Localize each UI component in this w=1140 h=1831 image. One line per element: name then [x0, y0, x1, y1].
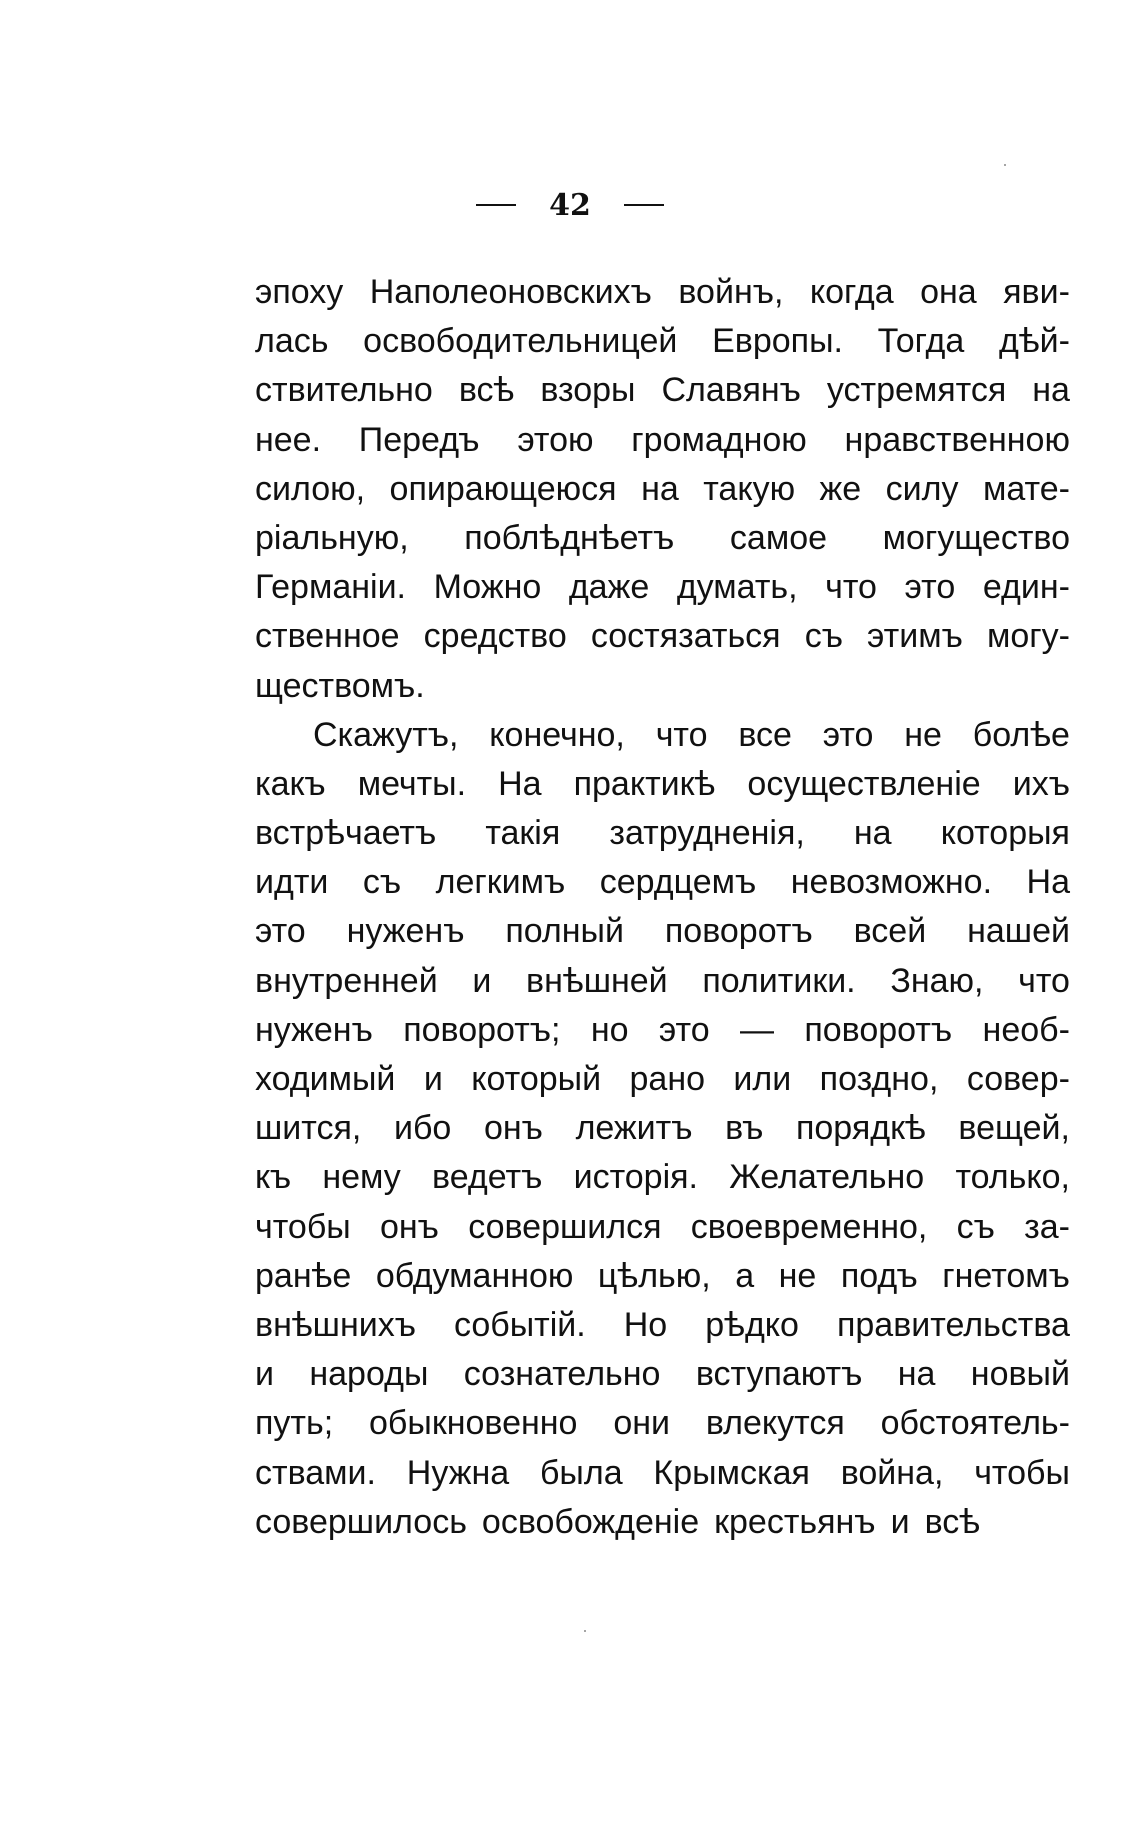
word: на — [897, 1355, 936, 1394]
text-line — [255, 1055, 1070, 1104]
word: войнъ, — [678, 273, 784, 311]
word: Передъ — [358, 420, 480, 459]
word: невозможно. — [790, 863, 993, 902]
word: самое — [729, 518, 828, 557]
word: это — [255, 912, 306, 951]
text-line — [255, 1006, 1070, 1055]
word: Желательно — [729, 1158, 925, 1197]
word: ведетъ — [432, 1158, 543, 1197]
word: это — [658, 1010, 710, 1049]
word: совер- — [966, 1060, 1070, 1098]
text-line — [255, 1203, 1070, 1252]
text-line — [255, 1104, 1070, 1153]
word: всей — [853, 912, 927, 951]
word: всѣ — [458, 371, 515, 410]
word: сознательно — [463, 1355, 661, 1394]
word: какъ — [255, 764, 326, 803]
word: нему — [322, 1158, 401, 1197]
word: и — [890, 1502, 910, 1541]
word: даже — [568, 568, 650, 607]
text-line — [255, 907, 1070, 956]
word: шится, — [255, 1109, 362, 1148]
word: легкимъ — [435, 863, 566, 902]
word: всѣ — [924, 1502, 981, 1541]
word: на — [641, 469, 679, 508]
word: мечты. — [357, 764, 467, 803]
word: съ — [362, 863, 402, 902]
word: же — [819, 469, 862, 508]
word: этою — [517, 420, 594, 459]
word: это — [904, 568, 956, 607]
text-line — [255, 1301, 1070, 1350]
word: средство — [423, 617, 567, 656]
word: ствительно — [255, 371, 433, 410]
text-line — [255, 1252, 1070, 1301]
word: ріальную, — [255, 518, 409, 557]
word: ходимый — [255, 1060, 396, 1098]
word: народы — [309, 1355, 429, 1394]
scan-speck — [1004, 164, 1006, 166]
word: онъ — [483, 1109, 543, 1148]
text-line — [255, 1399, 1070, 1448]
word: яви- — [1003, 273, 1070, 311]
word: только, — [955, 1158, 1070, 1197]
word: осуществленіе — [747, 764, 981, 803]
word: такую — [703, 469, 796, 508]
word: нуженъ — [346, 912, 465, 951]
word: была — [539, 1453, 623, 1492]
word: Но — [623, 1305, 668, 1344]
text-line — [255, 366, 1070, 415]
word: поворотъ — [804, 1010, 953, 1049]
text-line — [255, 268, 1070, 317]
word: лась — [255, 322, 329, 361]
word: что — [825, 568, 877, 607]
header-dash-right — [624, 204, 664, 206]
header-dash-left — [476, 204, 516, 206]
word: которыя — [940, 814, 1070, 853]
text-line — [255, 514, 1070, 563]
word: они — [613, 1404, 670, 1443]
page-number-header — [0, 186, 1140, 236]
text-line — [255, 563, 1070, 612]
text-line — [255, 1498, 1070, 1547]
word: и — [472, 961, 492, 1000]
word: лежитъ — [575, 1109, 693, 1148]
word: Крымская — [653, 1453, 810, 1492]
word: затрудненія, — [609, 814, 805, 853]
word: устремятся — [826, 371, 1007, 410]
word: который — [471, 1060, 602, 1098]
word: ствами. — [255, 1453, 376, 1492]
word: идти — [255, 863, 329, 902]
word: путь; — [255, 1404, 334, 1443]
word: нуженъ — [255, 1010, 373, 1049]
word: новый — [970, 1355, 1070, 1394]
word: что — [655, 715, 708, 754]
text-line — [255, 858, 1070, 907]
word: Скажутъ, — [313, 715, 459, 754]
word: ственное — [255, 617, 400, 656]
word: опирающеюся — [389, 469, 617, 508]
word: Германіи. — [255, 568, 407, 607]
word: за- — [1024, 1207, 1070, 1246]
word: съ — [804, 617, 843, 656]
word: исторія. — [573, 1158, 698, 1197]
word: ранѣе — [255, 1256, 352, 1295]
word: на — [853, 814, 892, 853]
word: но — [590, 1010, 629, 1049]
text-line — [255, 465, 1070, 514]
word: ществомъ. — [255, 666, 425, 705]
word: На — [1026, 863, 1070, 902]
page-number: 42 — [549, 187, 591, 223]
word: вещей, — [958, 1109, 1070, 1148]
text-line — [255, 1153, 1070, 1202]
body-text — [255, 268, 1070, 1547]
text-line — [255, 416, 1070, 465]
word: внутренней — [255, 961, 438, 1000]
word: не — [778, 1256, 817, 1295]
word: мате- — [982, 469, 1070, 508]
word: политики. — [702, 961, 856, 1000]
text-line — [255, 1350, 1070, 1399]
word: могущество — [882, 518, 1070, 557]
word: состязаться — [590, 617, 781, 656]
word: или — [733, 1060, 792, 1098]
word: поворотъ; — [403, 1010, 561, 1049]
word: рѣдко — [705, 1305, 799, 1344]
word: освобожденіе — [481, 1502, 700, 1541]
word: Тогда — [877, 322, 965, 361]
word: и — [423, 1060, 443, 1098]
word: правительства — [836, 1305, 1070, 1344]
word: — — [739, 1010, 774, 1049]
word: един- — [982, 568, 1070, 607]
word: обыкновенно — [369, 1404, 578, 1443]
text-line — [255, 711, 1070, 760]
word: въ — [725, 1109, 764, 1148]
word: вступаютъ — [695, 1355, 863, 1394]
word: война, — [840, 1453, 944, 1492]
word: своевременно, — [690, 1207, 928, 1246]
word: что — [1018, 961, 1070, 1000]
text-line — [255, 662, 1070, 711]
text-line — [255, 957, 1070, 1006]
word: она — [920, 273, 977, 311]
word: нашей — [967, 912, 1070, 951]
word: все — [738, 715, 792, 754]
word: подъ — [840, 1256, 918, 1295]
word: сердцемъ — [599, 863, 757, 902]
text-line — [255, 612, 1070, 661]
word: цѣлью, — [597, 1256, 711, 1295]
word: нравственною — [844, 420, 1070, 459]
text-line — [255, 760, 1070, 809]
word: внѣшней — [526, 961, 668, 1000]
word: влекутся — [705, 1404, 845, 1443]
word: такія — [485, 814, 561, 853]
word: необ- — [982, 1010, 1070, 1049]
word: эпоху — [255, 273, 344, 311]
word: силою, — [255, 469, 366, 508]
word: а — [735, 1256, 755, 1295]
word: и — [255, 1355, 274, 1394]
word: на — [1032, 371, 1070, 410]
word: не — [904, 715, 942, 754]
word: чтобы — [255, 1207, 351, 1246]
word: взоры — [540, 371, 636, 410]
word: онъ — [380, 1207, 439, 1246]
word: конечно, — [489, 715, 625, 754]
word: обдуманною — [375, 1256, 574, 1295]
word: совершилось — [255, 1502, 467, 1541]
word: поблѣднѣетъ — [464, 518, 675, 557]
word: громадною — [631, 420, 807, 459]
word: внѣшнихъ — [255, 1305, 416, 1344]
word: ихъ — [1012, 764, 1070, 803]
word: дѣй- — [999, 322, 1070, 361]
word: когда — [809, 273, 894, 311]
word: Славянъ — [661, 371, 801, 410]
word: встрѣчаетъ — [255, 814, 437, 853]
word: событій. — [453, 1305, 586, 1344]
word: къ — [255, 1158, 292, 1197]
word: Знаю, — [890, 961, 984, 1000]
word: думать, — [676, 568, 798, 607]
word: этимъ — [867, 617, 963, 656]
word: крестьянъ — [714, 1502, 876, 1541]
word: совершился — [468, 1207, 662, 1246]
word: На — [498, 764, 542, 803]
word: обстоятель- — [880, 1404, 1070, 1443]
word: Европы. — [712, 322, 843, 361]
word: чтобы — [974, 1453, 1070, 1492]
word: Наполеоновскихъ — [369, 273, 652, 311]
word: болѣе — [972, 715, 1070, 754]
word: освободительницей — [363, 322, 678, 361]
word: рано — [629, 1060, 706, 1098]
word: могу- — [986, 617, 1070, 656]
word: практикѣ — [573, 764, 716, 803]
word: полный — [505, 912, 624, 951]
word: ибо — [393, 1109, 452, 1148]
word: Нужна — [406, 1453, 510, 1492]
word: это — [822, 715, 874, 754]
word: нее. — [255, 420, 322, 459]
word: поворотъ — [664, 912, 813, 951]
word: съ — [956, 1207, 995, 1246]
text-line — [255, 1449, 1070, 1498]
text-line — [255, 809, 1070, 858]
word: порядкѣ — [795, 1109, 926, 1148]
word: силу — [885, 469, 959, 508]
text-line — [255, 317, 1070, 366]
word: поздно, — [819, 1060, 939, 1098]
word: гнетомъ — [942, 1256, 1070, 1295]
word: Можно — [433, 568, 542, 607]
scan-speck — [584, 1630, 586, 1632]
